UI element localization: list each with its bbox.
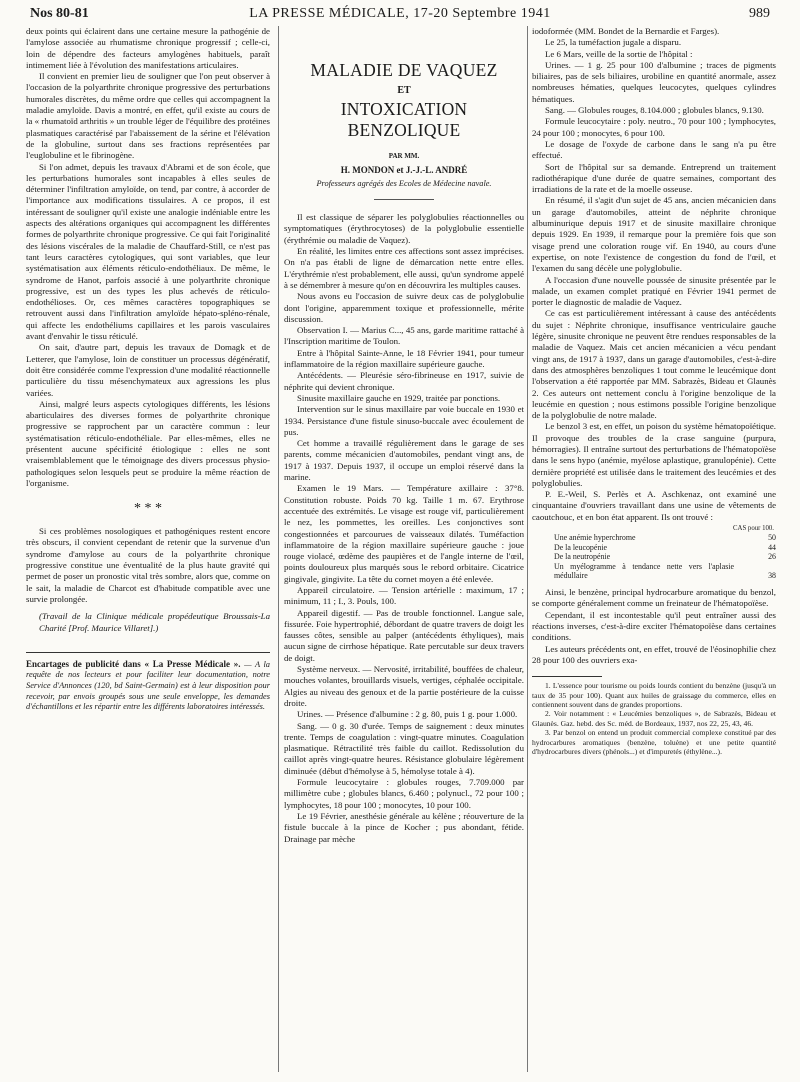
row-label: Une anémie hyperchrome (554, 533, 636, 543)
paragraph: Cependant, il est incontestable qu'il peut entraîner aussi des réactions inverses, c'est-à-dire exciter l'hématopoïèse dans certaines conditions. (532, 609, 776, 643)
paragraph: Sinusite maxillaire gauche en 1929, traitée par ponctions. (297, 392, 501, 403)
row-value: 38 (768, 571, 776, 581)
row-label: De la leucopénie (554, 542, 608, 552)
column-left (26, 26, 270, 713)
paragraph: Ainsi, le benzène, principal hydrocarbure aromatique du benzol, se comporte généralement comme un freinateur de l'hématopoïèse. (532, 587, 776, 609)
paragraph: Appareil circulatoire. — Tension artérielle : maximum, 17 ; minimum, 11 ; I., 3. Pouls, 100. (284, 584, 524, 607)
paragraph: iodoformée (MM. Bondet de la Bernardie et Farges). (532, 26, 720, 36)
paragraph: Le 6 Mars, veille de la sortie de l'hôpital : (545, 48, 693, 59)
column-center (284, 50, 524, 845)
paragraph: Sang. — 0 g. 30 d'urée. Temps de saignement : deux minutes trente. Temps de coagulation : vingt-quatre minutes. Coagulation plasmatique. Rétractilité très faible du caillot. Redissolution du caillot après vingt-quatre heures. Résistance globulaire légèrement diminuée (début d'hémolyse à 5, hémolyse totale à 4). (284, 720, 524, 776)
paragraph: Ainsi, malgré leurs aspects cytologiques différents, les lésions abarticulaires des diverses formes de polyarthrite chronique progressive se rapprochent par un caractère commun : leur systématisation réticulo-endothéliale. Par elles-mêmes, elles ne présentent aucune spécificité étiologique : elles ne sont vraisemblablement que le témoignage des divers processus physio-pathologiques selon lesquels peut se produire la même réaction de l'organisme. (26, 398, 270, 488)
work-attribution: (Travail de la Clinique médicale propédeutique Broussais-La Charité [Prof. Maurice Villaret].) (39, 611, 270, 633)
column-divider (527, 26, 528, 1072)
table-row (548, 543, 776, 553)
paragraph: P. E.-Weil, S. Perlès et A. Aschkenaz, ont examiné une cinquantaine d'ouvriers travaillant dans une usine de vêtements de caoutchouc, et en bon état apparent. Ils ont trouvé : (532, 489, 776, 522)
statistics-table (548, 525, 776, 581)
row-value: 26 (768, 552, 776, 562)
table-row (548, 552, 776, 562)
paragraph: Le dosage de l'oxyde de carbone dans le sang n'a pu être effectué. (532, 138, 776, 161)
column-divider (278, 26, 279, 1072)
notice-title: Encartages de publicité dans « La Presse Médicale ». (26, 658, 241, 669)
divider (26, 652, 270, 653)
page-number: 989 (749, 6, 770, 21)
article-title: MALADIE DE VAQUEZ (310, 60, 498, 80)
paragraph: Le 19 Février, anesthésie générale au kélène ; réouverture de la fistule buccale à la pince de Kocher ; pus abondant, fétide. Drainage par mèche (284, 810, 524, 844)
footnote: 1. L'essence pour tourisme ou poids lourds contient du benzène (jusqu'à un taux de 35 pour 100). Quant aux huiles de graissage du commerce, elles en contiennent souvent dans de grandes proportions. (532, 681, 776, 709)
title-rule (374, 199, 434, 200)
paragraph: Ce cas est particulièrement intéressant à cause des antécédents du sujet : Néphrite chronique, insuffisance ventriculaire gauche légère, sinusite chronique ne peuvent être rendues responsables de la maladie de Vaquez. Mais cet ancien mécanicien a vécu pendant vingt ans, de 1917 à 1937, dans un garage d'automobiles, c'est-à-dire dans des atmosphères benzoliques 1 tout comme le leucémique dont l'observation a été rapportée par MM. Sabrazès, Bideau et Glaunès 2. Ces auteurs ont nettement conclu à l'origine benzolique de la leucémie en question ; nous estimons possible l'origine benzolique de la polyglobulie de notre malade. (532, 308, 776, 421)
row-value: 50 (768, 533, 776, 543)
row-value: 44 (768, 542, 776, 552)
section-separator-stars: * * * (134, 501, 162, 517)
paragraph: Urines. — Présence d'albumine : 2 g. 80, puis 1 g. pour 1.000. (297, 709, 518, 720)
row-label: De la neutropénie (554, 552, 611, 562)
paragraph: Urines. — 1 g. 25 pour 100 d'albumine ; traces de pigments biliaires, pas de sels biliaires, urobiline en quantité anormale, assez nombreuses hématies, quelques leucocytes, quelques cylindres hématiques. (532, 59, 776, 104)
paragraph: On sait, d'autre part, depuis les travaux de Domagk et de Letterer, que l'amylose, loin de constituer un processus dégénératif, doit être considérée comme l'expression d'une modalité réactionnelle particulière du tissu mésenchymateux aux agressions les plus variées. (26, 342, 270, 398)
paragraph: Sort de l'hôpital sur sa demande. Entreprend un traitement radiothérapique d'une durée de quatre semaines, comportant des irradiations de la rate et de la moelle osseuse. (532, 161, 776, 195)
notice-text: — A la requête de nos lecteurs et pour faciliter leur documentation, notre Service d'Annonces (120, bd Saint-Germain) est à leur disposition pour recevoir, par envois groupés sous une seule enveloppe, les demandes d'échantillons et les répartir entre les différents laboratoires intéressés. (26, 659, 270, 712)
paragraph: Le benzol 3 est, en effet, un poison du système hématopoïétique. Il provoque des troubles de la crase sanguine (purpura, hémorragies). Il entraîne surtout des perturbations de l'hématopoïèse dans le sens hypo (anémie, myélose aplastique, granulopénie). Cette dernière propriété est utilisée dans le traitement des leucémies et des polyglobulies. (532, 421, 776, 488)
paragraph: En résumé, il s'agit d'un sujet de 45 ans, ancien mécanicien dans un garage d'automobiles, atteint de néphrite chronique albuminurique depuis 1917 et de sinusite maxillaire chronique depuis 1929. En 1939, il remarque pour la première fois que son visage prend une coloration rouge vif. En 1940, au cours d'une expertise, on note l'existence de congestion du fond de l'œil, et l'examen du sang décèle une polyglobulie. (532, 195, 776, 274)
advertising-notice (26, 659, 270, 713)
paragraph: Cet homme a travaillé régulièrement dans le garage de ses parents, comme mécanicien d'automobiles, pendant vingt ans, de 1917 à 1937. Depuis 1937, il occupe un emploi réservé dans la marine. (284, 438, 524, 483)
column-right (532, 26, 776, 756)
paragraph: Antécédents. — Pleurésie séro-fibrineuse en 1917, suivie de néphrite qui devient chronique. (284, 370, 524, 392)
paragraph: Il est classique de séparer les polyglobulies réactionnelles ou symptomatiques (érythrocytoses) de la polyglobulie essentielle (érythrémie ou maladie de Vaquez). (284, 212, 524, 245)
paragraph: Appareil digestif. — Pas de trouble fonctionnel. Langue sale, fissurée. Foie hypertrophié, débordant de quatre travers de doigt les fausses côtes, sensible au palper (antécédents éthyliques), mais aucun signe de cirrhose hépatique. Rate percutable sur deux travers de doigt. (284, 607, 524, 663)
paragraph: Si ces problèmes nosologiques et pathogéniques restent encore très obscurs, il convient cependant de retenir que la survenue d'un syndrome d'amylose au cours de la polyarthrite chronique progressive constitue une éventualité de la plus haute gravité qui permet de poser un pronostic vital très sombre, alors que, comme on le sait, la maladie de Charcot est d'habitude compatible avec une survie prolongée. (26, 526, 270, 604)
paragraph: Formule leucocytaire : globules rouges, 7.709.000 par millimètre cube ; globules blancs, 6.460 ; polynucl., 72 pour 100 ; lymphocytes, 18 pour 100 ; monocytes, 10 pour 100. (284, 777, 524, 810)
row-label: Un myélogramme à tendance nette vers l'aplasie médullaire (554, 561, 734, 581)
paragraph: Les auteurs précédents ont, en effet, trouvé de l'éosinophilie chez 28 pour 100 des ouvriers exa- (532, 643, 776, 665)
table-row (548, 562, 776, 581)
paragraph: Système nerveux. — Nervosité, irritabilité, bouffées de chaleur, mouches volantes, brouillards visuels, vertiges, céphalée occipitale. Algies au niveau des genoux et de la partie postérieure de la cuisse droite. (284, 664, 524, 708)
paragraph: Examen le 19 Mars. — Température axillaire : 37°8. Constitution robuste. Poids 70 kg. Taille 1 m. 67. Erythrose accentuée des extrémités. Le visage est rouge vif, particulièrement le nez, les pommettes, les oreilles. Les conjonctives sont congestionnées et parcourues de vaisseaux dilatés. Tuméfaction inflammatoire de la région maxillaire supérieure gauche : joue rouge violacé, œdème des paupières et de l'angle interne de l'œil, points douloureux plus marqués sous le rebord orbitaire. Cicatrice gingivale, gingivite. La tête du cornet moyen a été enlevée. (284, 483, 524, 584)
paragraph: Il convient en premier lieu de souligner que l'on peut observer à l'occasion de la polyarthrite chronique progressive des perturbations humorales discrètes, du même ordre que celles qui accompagnent la maladie amyloïde. Davis a montré, en effet, qu'il existe au cours de la « rhumatoïd arthritis » un trouble léger de l'équilibre des protéines plasmatiques caractérisé par l'abaissement de la sérine et l'élévation de la globuline, surtout dans ses fractions représentées par l'euglobuline et le fibrinogène. (26, 71, 270, 161)
paragraph: Nous avons eu l'occasion de suivre deux cas de polyglobulie dont l'origine, apparemment toxique et professionnelle, mérite discussion. (284, 291, 524, 324)
paragraph: Sang. — Globules rouges, 8.104.000 ; globules blancs, 9.130. (545, 105, 764, 116)
paragraph: deux points qui éclairent dans une certaine mesure la pathogénie de l'amylose associée au rhumatisme chronique progressif ; celle-ci, loin de dépendre des facteurs amylogènes habituels, paraît intimement liée à l'évolution des manifestations articulaires. (26, 26, 270, 70)
byline-prefix: PAR MM. (388, 152, 420, 161)
footnote: 2. Voir notamment : « Leucémies benzoliques », de Sabrazès, Bideau et Glaunès. Gaz. hebd. des Sc. méd. de Bordeaux, 1937, nos 22, 25, 43, 46. (532, 709, 776, 728)
page-header (30, 6, 770, 26)
paragraph: Si l'on admet, depuis les travaux d'Abrami et de son école, que les perturbations humorales sont incapables à elles seules de déterminer l'infiltration amyloïde, on tend, par contre, à accorder de l'importance aux modifications tissulaires. A ce propos, il est intéressant de souligner qu'il existe une analogie indéniable entre les aspects des altérations organiques qui accompagnent les différentes formes de polyarthrite chronique progressive. Ce qui fait l'originalité des lésions viscérales de la maladie de Chauffard-Still, ce n'est pas tant leurs caractères cytologiques, qui sont variables, que leur systématisation aux éléments réticulo-endothéliaux. De même, le syndrome de Hanot, parfois associé à une polyarthrite chronique progressive, est un des types les plus achevés de réticulo-endothélioses. Or, ces mêmes caractères topographiques se retrouvent aussi dans l'infiltration amyloïde hépato-spléno-rénale, qui affecte les endothéliums capillaires et les parois vasculaires avant d'envahir le tissu réticulé. (26, 161, 270, 342)
issue-number: Nos 80-81 (30, 6, 89, 21)
paragraph: Entre à l'hôpital Sainte-Anne, le 18 Février 1941, pour tumeur inflammatoire de la région maxillaire supérieure gauche. (284, 347, 524, 370)
footnote: 3. Par benzol on entend un produit commercial complexe constitué par des hydrocarbures aromatiques (benzène, toluène) et une petite quantité d'hydrocarbures divers (phénols...) et d'impuretés (éthylène...). (532, 728, 776, 756)
paragraph: A l'occasion d'une nouvelle poussée de sinusite présentée par le malade, un examen complet pratiqué en Février 1941 permet de porter le diagnostic de maladie de Vaquez. (532, 274, 776, 308)
affiliation: Professeurs agrégés des Ecoles de Médecine navale. (316, 178, 492, 188)
article-title-conjunction: ET (397, 85, 411, 96)
paragraph: Formule leucocytaire : poly. neutro., 70 pour 100 ; lymphocytes, 24 pour 100 ; monocytes, 6 pour 100. (532, 116, 776, 138)
article-title-second: INTOXICATION BENZOLIQUE (340, 99, 468, 141)
paragraph: En réalité, les limites entre ces affections sont assez imprécises. On n'a pas établi de ligne de démarcation nette entre elles. L'érythrémie n'est probablement, elle aussi, qu'un syndrome appelé à se démembrer à mesure qu'on en découvrira les multiples causes. (284, 246, 524, 290)
paragraph: Intervention sur le sinus maxillaire par voie buccale en 1930 et 1934. Persistance d'une fistule sinuso-buccale avec écoulement de pus. (284, 404, 524, 437)
table-row (548, 533, 776, 543)
observation-heading: Observation I. — Marius C..., 45 ans, garde maritime rattaché à l'Inscription maritime de Toulon. (284, 325, 524, 347)
footnote-rule (532, 676, 602, 677)
journal-title-date: LA PRESSE MÉDICALE, 17-20 Septembre 1941 (249, 6, 551, 21)
statistics-header: CAS pour 100. (733, 525, 774, 533)
paragraph: Le 25, la tuméfaction jugale a disparu. (545, 37, 682, 48)
authors: H. MONDON et J.-J.-L. ANDRÉ (340, 164, 468, 175)
